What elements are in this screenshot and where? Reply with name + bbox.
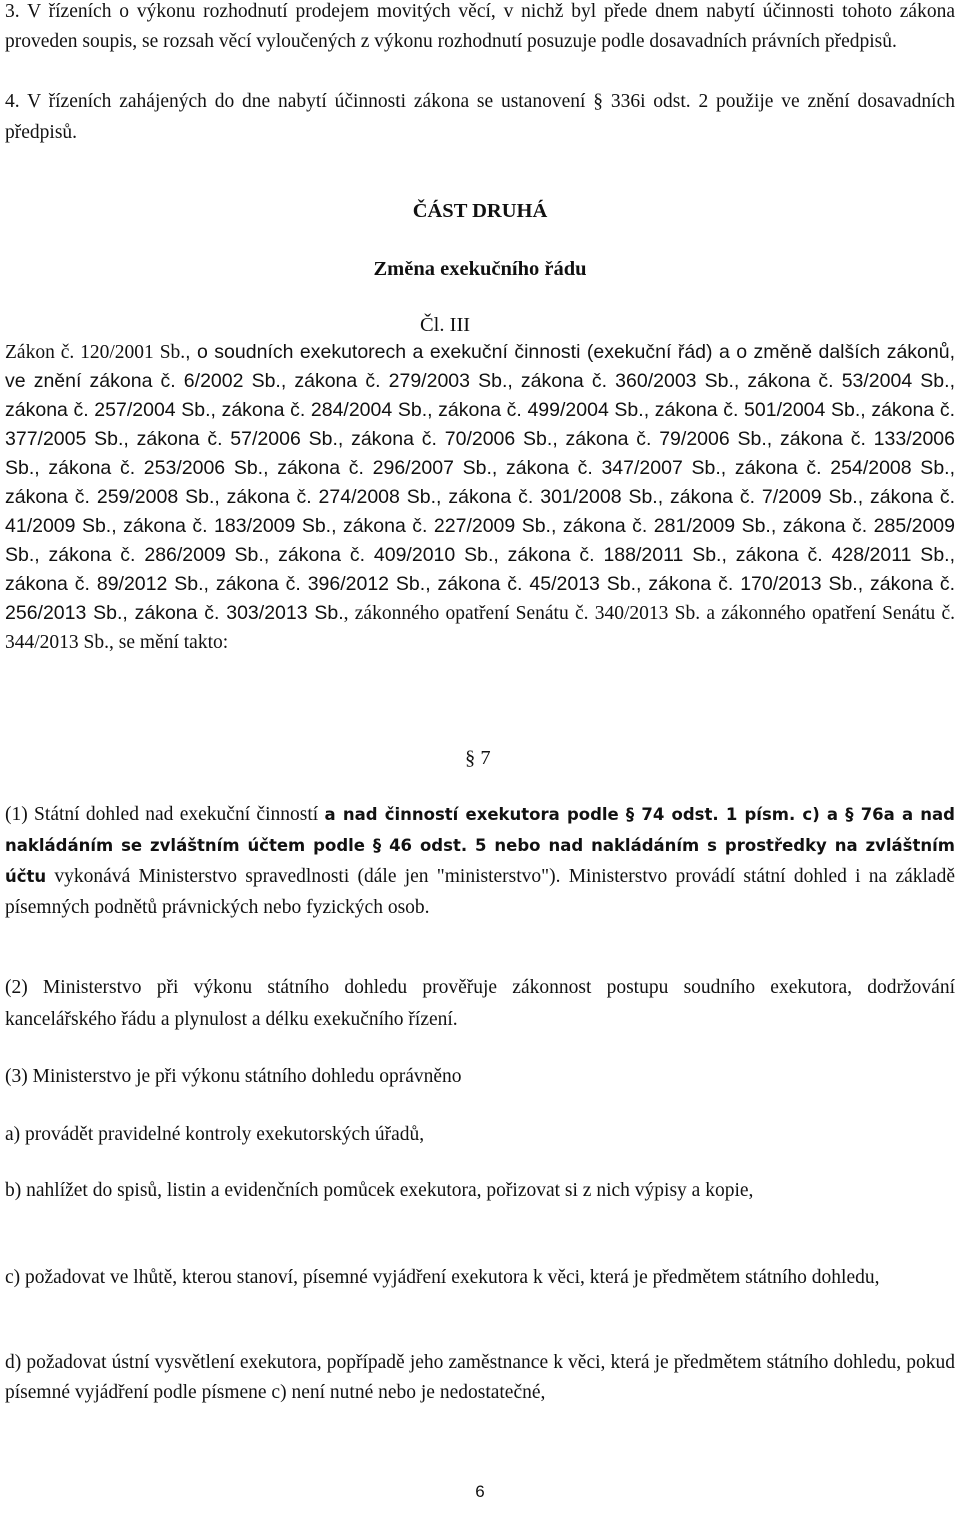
paragraph-1-end: vykonává Ministerstvo spravedlnosti (dále jen "ministerstvo"). Ministerstvo provádí státní dohled i na základě písemných podnětů právnických nebo fyzických osob. (5, 866, 955, 918)
transitional-provision-3: 3. V řízeních o výkonu rozhodnutí prodejem movitých věcí, v nichž byl přede dnem nabytí účinnosti tohoto zákona proveden soupis, se rozsah věcí vyloučených z výkonu rozhodnutí posuzuje podle dosavadních právních předpisů. (5, 1, 955, 52)
amendment-lead: Zákon č. 120/2001 Sb. (5, 342, 186, 363)
section-7-paragraph-2: (2) Ministerstvo při výkonu státního dohledu prověřuje zákonnost postupu soudního exekutora, dodržování kancelářského řádu a plynulost a délku exekučního řízení. (5, 977, 955, 1030)
paragraph-3-item-c: c) požadovat ve lhůtě, kterou stanoví, písemné vyjádření exekutora k věci, která je předmětem státního dohledu, (5, 1267, 880, 1288)
part-heading: ČÁST DRUHÁ (412, 200, 548, 222)
amendment-tail: , zákonného opatření Senátu č. 340/2013 Sb. a zákonného opatření Senátu č. 344/2013 Sb., se mění takto: (5, 603, 955, 653)
paragraph-3-item-a: a) provádět pravidelné kontroly exekutorských úřadů, (5, 1124, 425, 1145)
amendment-intro (5, 338, 955, 657)
article-label: Čl. III (420, 314, 471, 336)
paragraph-1-amendment-bold: a nad činností exekutora podle § 74 odst. 1 písm. c) a § 76a a nad nakládáním se zvláštním účtem podle § 46 odst. 5 nebo nad nakládáním s prostředky na zvláštním účtu (5, 805, 955, 886)
section-heading: § 7 (465, 747, 491, 769)
paragraph-3-item-d: d) požadovat ústní vysvětlení exekutora, popřípadě jeho zaměstnance k věci, která je předmětem státního dohledu, pokud písemné vyjádření podle písmene c) není nutné nebo je nedostatečné, (5, 1352, 955, 1403)
part-subheading: Změna exekučního řádu (373, 258, 587, 280)
section-7-paragraph-1 (5, 799, 955, 923)
paragraph-1-start: (1) Státní dohled nad exekuční činností (5, 804, 325, 825)
page-number: 6 (475, 1482, 485, 1501)
section-7-paragraph-3: (3) Ministerstvo je při výkonu státního dohledu oprávněno (5, 1066, 462, 1087)
transitional-provision-4: 4. V řízeních zahájených do dne nabytí účinnosti zákona se ustanovení § 336i odst. 2 použije ve znění dosavadních předpisů. (5, 91, 955, 143)
paragraph-3-item-b: b) nahlížet do spisů, listin a evidenčních pomůcek exekutora, pořizovat si z nich výpisy a kopie, (5, 1180, 754, 1201)
amendment-list: , o soudních exekutorech a exekuční činnosti (exekuční řád) a o změně dalších zákonů, ve znění zákona č. 6/2002 Sb., zákona č. 279/2003 Sb., zákona č. 360/2003 Sb., zákona č. 53/2004 Sb., zákona č. 257/2004 Sb., zákona č. 284/2004 Sb., zákona č. 499/2004 Sb., zákona č. 501/2004 Sb., zákona č. 377/2005 Sb., zákona č. 57/2006 Sb., zákona č. 70/2006 Sb., zákona č. 79/2006 Sb., zákona č. 133/2006 Sb., zákona č. 253/2006 Sb., zákona č. 296/2007 Sb., zákona č. 347/2007 Sb., zákona č. 254/2008 Sb., zákona č. 259/2008 Sb., zákona č. 274/2008 Sb., zákona č. 301/2008 Sb., zákona č. 7/2009 Sb., zákona č. 41/2009 Sb., zákona č. 183/2009 Sb., zákona č. 227/2009 Sb., zákona č. 281/2009 Sb., zákona č. 285/2009 Sb., zákona č. 286/2009 Sb., zákona č. 409/2010 Sb., zákona č. 188/2011 Sb., zákona č. 428/2011 Sb., zákona č. 89/2012 Sb., zákona č. 396/2012 Sb., zákona č. 45/2013 Sb., zákona č. 170/2013 Sb., zákona č. 256/2013 Sb., zákona č. 303/2013 Sb. (5, 341, 955, 624)
